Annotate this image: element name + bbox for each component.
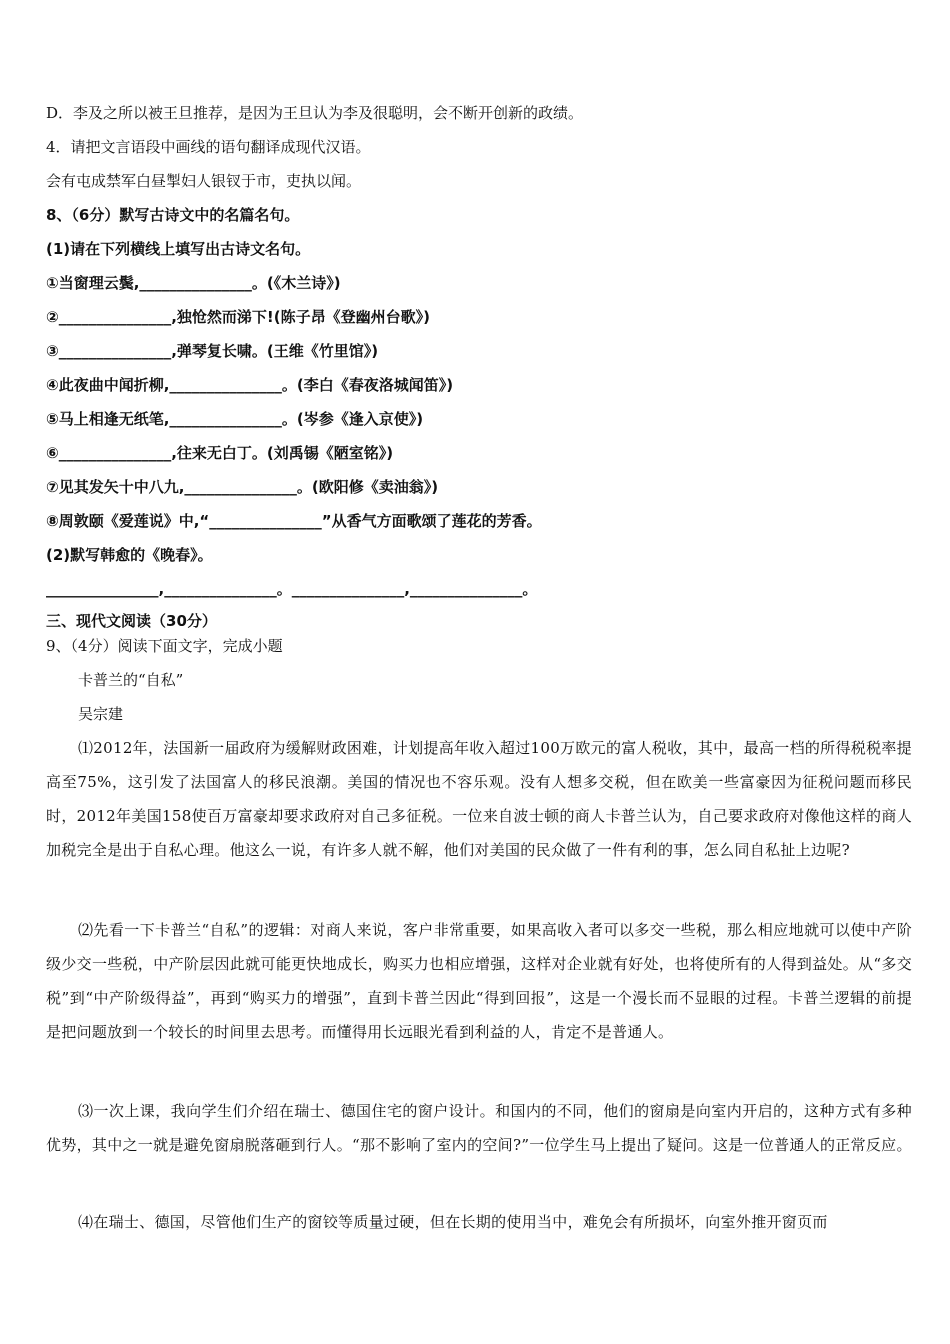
q8-sub2: (2)默写韩愈的《晚春》。 <box>46 546 213 564</box>
q8-sub1: (1)请在下列横线上填写出古诗文名句。 <box>46 240 311 258</box>
q8-item-1: ①当窗理云鬓,_______________。(《木兰诗》) <box>46 274 341 292</box>
q4-prompt: 4．请把文言语段中画线的语句翻译成现代汉语。 <box>46 138 371 156</box>
q8-item-4: ④此夜曲中闻折柳,_______________。(李白《春夜洛城闻笛》) <box>46 376 454 394</box>
q8-title: 8、（6分）默写古诗文中的名篇名句。 <box>46 206 300 224</box>
section3-heading: 三、现代文阅读（30分） <box>46 612 217 630</box>
q8-item-5: ⑤马上相逢无纸笔,_______________。(岑参《逢入京使》) <box>46 410 424 428</box>
q8-item-7: ⑦见其发矢十中八九,_______________。(欧阳修《卖油翁》) <box>46 478 439 496</box>
q4-sentence: 会有屯成禁军白昼掣妇人银钗于市，吏执以闻。 <box>46 172 362 190</box>
article-author: 吴宗建 <box>78 705 124 723</box>
q9-prompt: 9、（4分）阅读下面文字，完成小题 <box>46 637 283 655</box>
article-paragraph-1: ⑴2012年，法国新一届政府为缓解财政困难，计划提高年收入超过100万欧元的富人税收，其中，最高一档的所得税税率提高至75%，这引发了法国富人的移民浪潮。美国的情况也不容乐观。没有人想多交税，但在欧美一些富豪因为征税问题而移民时，2012年美国158使百万富豪却要求政府对自己多征税。一位来自波士顿的商人卡普兰认为，自己要求政府对像他这样的商人加税完全是出于自私心理。他这么一说，有许多人就不解，他们对美国的民众做了一件有利的事，怎么同自私扯上边呢? <box>46 739 912 859</box>
q8-item-6: ⑥_______________,往来无白丁。(刘禹锡《陋室铭》) <box>46 444 394 462</box>
q8-item-8: ⑧周敦颐《爱莲说》中,“_______________”从香气方面歌颂了莲花的芳香。 <box>46 512 542 530</box>
article-paragraph-3: ⑶一次上课，我向学生们介绍在瑞士、德国住宅的窗户设计。和国内的不同，他们的窗扇是向室内开启的，这种方式有多种优势，其中之一就是避免窗扇脱落砸到行人。“那不影响了室内的空间?”一位学生马上提出了疑问。这是一位普通人的正常反应。 <box>46 1102 912 1154</box>
article-paragraph-2: ⑵先看一下卡普兰“自私”的逻辑：对商人来说，客户非常重要，如果高收入者可以多交一些税，那么相应地就可以使中产阶级少交一些税，中产阶层因此就可能更快地成长，购买力也相应增强，这样对企业就有好处，也将使所有的人得到益处。从“多交税”到“中产阶级得益”，再到“购买力的增强”，直到卡普兰因此“得到回报”，这是一个漫长而不显眼的过程。卡普兰逻辑的前提是把问题放到一个较长的时间里去思考。而懂得用长远眼光看到利益的人，肯定不是普通人。 <box>46 921 912 1041</box>
article-title: 卡普兰的“自私” <box>78 671 184 689</box>
q3-option-d: D．李及之所以被王旦推荐，是因为王旦认为李及很聪明，会不断开创新的政绩。 <box>46 104 584 122</box>
article-paragraph-4: ⑷在瑞士、德国，尽管他们生产的窗铰等质量过硬，但在长期的使用当中，难免会有所损坏，向室外推开窗页而 <box>78 1213 828 1231</box>
q8-blank-line: _______________,_______________。_______________,_______________。 <box>46 580 538 598</box>
q8-item-3: ③_______________,弹琴复长啸。(王维《竹里馆》) <box>46 342 379 360</box>
q8-item-2: ②_______________,独怆然而涕下!(陈子昂《登幽州台歌》) <box>46 308 430 326</box>
